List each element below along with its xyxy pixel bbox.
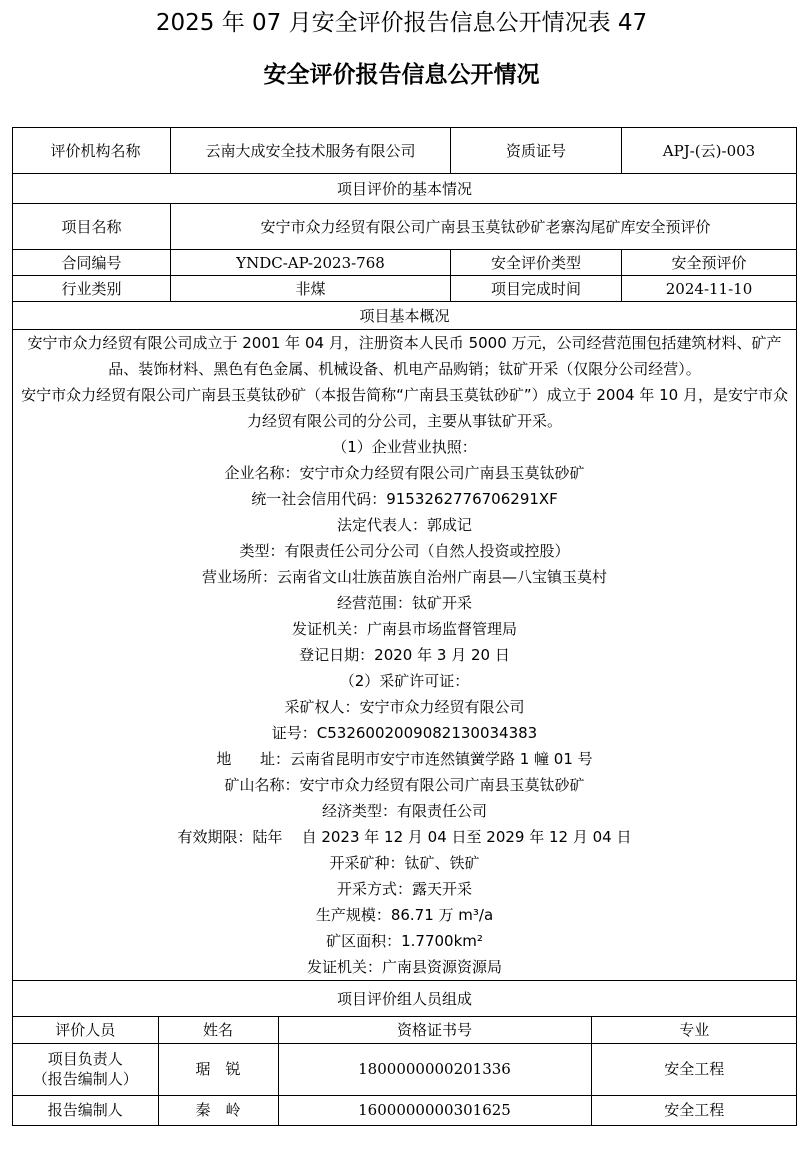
overview-section-row (13, 302, 797, 330)
overview-line: 企业名称：安宁市众力经贸有限公司广南县玉莫钛砂矿 (224, 464, 585, 482)
cert-label: 资质证号 (451, 128, 622, 174)
overview-line: 矿山名称：安宁市众力经贸有限公司广南县玉莫钛砂矿 (224, 776, 585, 794)
overview-line: 发证机关：广南县资源资源局 (307, 958, 503, 976)
overview-line: 矿区面积：1.7700km² (326, 932, 483, 950)
industry-label: 行业类别 (13, 276, 171, 302)
team-role-line1: 项目负责人 (47, 1050, 123, 1068)
basic-section-title: 项目评价的基本情况 (13, 174, 797, 204)
team-header-role: 评价人员 (13, 1017, 158, 1043)
overview-paragraph-1: 安宁市众力经贸有限公司成立于 2001 年 04 月，注册资本人民币 5000 万元，公司经营范围包括建筑材料、矿产品、装饰材料、黑色有色金属、机械设备、机电产品购销；钛矿开采（仅限分公司经营）。 (27, 334, 782, 378)
cert-value: APJ-(云)-003 (622, 128, 797, 174)
team-table (13, 1017, 797, 1125)
team-name: 秦 岭 (158, 1095, 278, 1125)
industry-row (13, 276, 797, 302)
overview-line: 法定代表人：郭成记 (337, 516, 473, 534)
overview-line: 有效期限：陆年 自 2023 年 12 月 04 日至 2029 年 12 月 04 日 (177, 828, 632, 846)
team-header-cert: 资格证书号 (278, 1017, 591, 1043)
overview-line: 采矿权人：安宁市众力经贸有限公司 (284, 698, 525, 716)
overview-paragraph-2: 安宁市众力经贸有限公司广南县玉莫钛砂矿（本报告简称“广南县玉莫钛砂矿”）成立于 2004 年 10 月，是安宁市众力经贸有限公司的分公司，主要从事钛矿开采。 (21, 386, 788, 430)
team-major: 安全工程 (591, 1043, 797, 1095)
overview-line: （2）采矿许可证： (339, 672, 470, 690)
team-cert: 1600000000301625 (278, 1095, 591, 1125)
overview-row (13, 330, 797, 981)
contract-value: YNDC-AP-2023-768 (171, 250, 451, 276)
team-role-line2: （报告编制人） (32, 1070, 138, 1088)
document-subtitle: 安全评价报告信息公开情况 (263, 62, 540, 88)
team-header-major: 专业 (679, 1020, 710, 1039)
eval-type-label: 安全评价类型 (451, 250, 622, 276)
team-role (13, 1043, 158, 1095)
finish-label: 项目完成时间 (451, 276, 622, 302)
overview-line: 类型：有限责任公司分公司（自然人投资或控股） (239, 542, 570, 560)
overview-line: （1）企业营业执照： (332, 438, 477, 456)
team-role: 报告编制人 (13, 1095, 158, 1125)
overview-line: 经营范围：钛矿开采 (337, 594, 473, 612)
overview-line: 发证机关：广南县市场监督管理局 (292, 620, 518, 638)
overview-section-title: 项目基本概况 (13, 302, 797, 330)
overview-line: 经济类型：有限责任公司 (322, 802, 488, 820)
overview-line: 生产规模：86.71 万 m³/a (315, 906, 494, 924)
overview-content (13, 330, 797, 981)
eval-type-value: 安全预评价 (622, 250, 797, 276)
project-name-value: 安宁市众力经贸有限公司广南县玉莫钛砂矿老寨沟尾矿库安全预评价 (171, 204, 797, 250)
overview-line: 开采矿种：钛矿、铁矿 (329, 854, 480, 872)
document-title: 2025 年 07 月安全评价报告信息公开情况表 47 (155, 10, 648, 36)
overview-line: 地 址：云南省昆明市安宁市连然镇黉学路 1 幢 01 号 (216, 750, 593, 768)
team-header-row (13, 1017, 797, 1126)
basic-section-row (13, 174, 797, 204)
team-header-name: 姓名 (158, 1017, 278, 1043)
team-row (13, 1043, 797, 1095)
industry-value: 非煤 (171, 276, 451, 302)
team-name: 琚 锐 (158, 1043, 278, 1095)
finish-value: 2024-11-10 (622, 276, 797, 302)
overview-line: 证号：C5326002009082130034383 (271, 724, 538, 742)
overview-line: 营业场所：云南省文山壮族苗族自治州广南县—八宝镇玉莫村 (202, 568, 608, 586)
project-name-row (13, 204, 797, 250)
contract-row (13, 250, 797, 276)
overview-line: 统一社会信用代码：9153262776706291XF (251, 490, 558, 508)
team-major: 安全工程 (591, 1095, 797, 1125)
team-row (13, 1095, 797, 1125)
contract-label: 合同编号 (13, 250, 171, 276)
org-name: 云南大成安全技术服务有限公司 (171, 128, 451, 174)
org-row (13, 128, 797, 174)
team-section-title: 项目评价组人员组成 (13, 981, 797, 1017)
org-label: 评价机构名称 (13, 128, 171, 174)
team-cert: 1800000000201336 (278, 1043, 591, 1095)
overview-line: 开采方式：露天开采 (337, 880, 473, 898)
project-name-label: 项目名称 (13, 204, 171, 250)
info-table (12, 127, 797, 1126)
overview-line: 登记日期：2020 年 3 月 20 日 (299, 646, 510, 664)
team-section-row (13, 981, 797, 1017)
